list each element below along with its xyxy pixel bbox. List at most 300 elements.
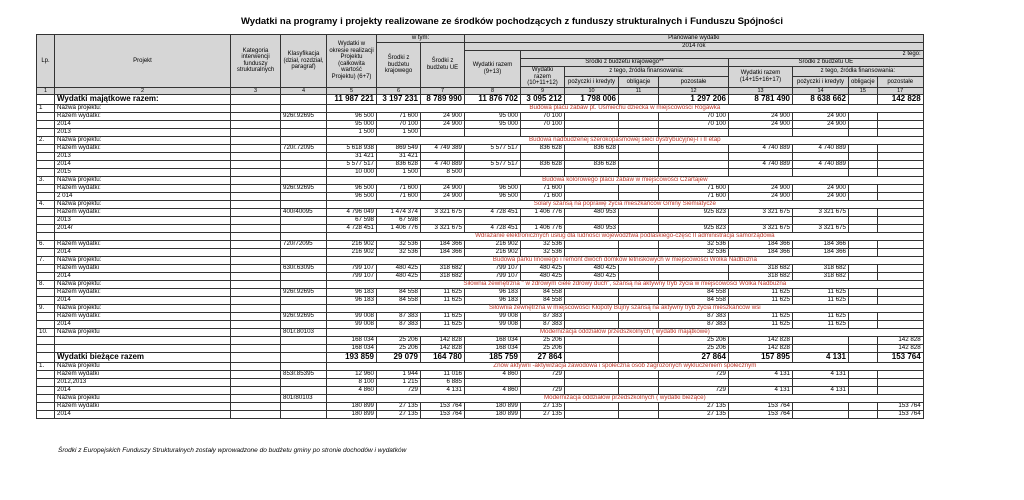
table-cell: 3 321 675: [793, 224, 849, 232]
table-cell: 96 500: [465, 184, 521, 192]
header-pozostale: pozostałe: [659, 77, 729, 87]
table-cell: 184 366: [729, 248, 793, 256]
table-cell: 71 600: [377, 192, 421, 200]
table-row: [37, 378, 924, 386]
table-cell: [659, 264, 729, 272]
table-cell: [849, 184, 878, 192]
table-cell: 11 625: [793, 296, 849, 304]
row-lp: [37, 386, 55, 394]
table-cell: [565, 240, 619, 248]
table-row: [37, 184, 924, 192]
table-cell: [231, 410, 281, 418]
table-row: [37, 160, 924, 168]
table-cell: 3 321 675: [793, 208, 849, 216]
table-cell: 11 016: [421, 370, 465, 378]
table-cell: 4 728 451: [465, 208, 521, 216]
table-cell: 925 823: [659, 224, 729, 232]
table-cell: 27 135: [521, 402, 565, 410]
project-description: Budowa placu zabaw pt. Uśmiechu dziecka w miejscowości Rogawka: [327, 104, 924, 112]
row-label: Razem wydatki:: [55, 312, 231, 320]
table-cell: [421, 128, 465, 136]
table-cell: 1 944: [377, 370, 421, 378]
table-cell: 84 558: [521, 288, 565, 296]
project-name-row: [37, 304, 924, 312]
table-cell: [565, 296, 619, 304]
table-cell: [281, 402, 327, 410]
table-cell: 95 000: [465, 120, 521, 128]
table-cell: [849, 112, 878, 120]
project-name-row: [37, 280, 924, 288]
column-number: 8: [465, 87, 521, 94]
table-cell: [565, 112, 619, 120]
table-cell: 180 899: [465, 410, 521, 418]
table-cell: [231, 288, 281, 296]
table-cell: 32 536: [521, 240, 565, 248]
project-name-row: [37, 176, 924, 184]
row-label: 2014: [55, 320, 231, 328]
row-lp: 8.: [37, 280, 55, 288]
table-cell: 71 600: [377, 112, 421, 120]
header-klasyfikacja: Klasyfikacja (dział, rozdział, paragraf): [281, 35, 327, 88]
row-label: 2013: [55, 152, 231, 160]
table-cell: [849, 224, 878, 232]
table-cell: 11 625: [729, 288, 793, 296]
table-cell: 1 500: [377, 168, 421, 176]
table-cell: [849, 386, 878, 394]
table-cell: [793, 402, 849, 410]
table-cell: 926r.92695: [281, 312, 327, 320]
table-cell: 480 425: [565, 272, 619, 280]
table-cell: 216 902: [465, 248, 521, 256]
table-row: [37, 312, 924, 320]
table-cell: [565, 410, 619, 418]
table-cell: [521, 168, 565, 176]
row-lp: [37, 144, 55, 152]
row-label: Nazwa projektu:: [55, 104, 231, 112]
table-cell: [659, 152, 729, 160]
table-cell: [659, 160, 729, 168]
table-cell: 71 600: [521, 192, 565, 200]
table-cell: 11 625: [793, 312, 849, 320]
table-cell: [281, 168, 327, 176]
table-cell: [231, 272, 281, 280]
row-label: Wydatki majątkowe razem:: [55, 94, 231, 104]
table-cell: 853r.85395: [281, 370, 327, 378]
table-row: [37, 402, 924, 410]
table-cell: [565, 192, 619, 200]
table-cell: [793, 128, 849, 136]
table-cell: 184 366: [421, 248, 465, 256]
project-description: Znów aktywni -aktywizacja zawodowa i społeczna osób zagrożonych wykluczeniem społecznym: [327, 362, 924, 370]
project-name-row: [37, 328, 924, 336]
table-cell: 11 625: [421, 288, 465, 296]
table-cell: 8 781 490: [729, 94, 793, 104]
table-cell: [565, 370, 619, 378]
empty-cell: [231, 176, 281, 184]
row-lp: 6.: [37, 240, 55, 248]
table-cell: [281, 128, 327, 136]
table-cell: 318 682: [729, 272, 793, 280]
table-cell: 153 764: [421, 402, 465, 410]
table-cell: [465, 216, 521, 224]
header-subue: Środki z budżetu UE: [729, 59, 924, 67]
row-lp: [37, 370, 55, 378]
table-cell: [793, 168, 849, 176]
table-cell: 168 034: [465, 344, 521, 352]
project-description: Wdrażanie elektronicznych usług dla ludności województwa podlaskiego-część II administracja samorządowa: [327, 232, 924, 240]
table-cell: [619, 402, 659, 410]
table-cell: 720r72095: [281, 240, 327, 248]
table-cell: [231, 378, 281, 386]
table-cell: 70 100: [521, 120, 565, 128]
table-cell: [281, 216, 327, 224]
row-lp: [37, 112, 55, 120]
table-cell: 3 095 212: [521, 94, 565, 104]
column-number: 3: [231, 87, 281, 94]
table-cell: [729, 378, 793, 386]
row-klasyfikacja: [281, 232, 327, 240]
table-row: [37, 112, 924, 120]
table-cell: [281, 410, 327, 418]
table-cell: 96 500: [327, 184, 377, 192]
row-lp: [37, 378, 55, 386]
table-cell: 95 000: [465, 112, 521, 120]
table-cell: [849, 94, 878, 104]
row-lp: [37, 410, 55, 418]
table-cell: 96 500: [465, 192, 521, 200]
row-lp: [37, 344, 55, 352]
table-cell: [619, 216, 659, 224]
column-number: 7: [421, 87, 465, 94]
table-cell: 153 764: [877, 402, 923, 410]
header-w-tym: w tym:: [377, 35, 465, 43]
row-lp: [37, 184, 55, 192]
table-cell: 95 000: [327, 120, 377, 128]
table-cell: [565, 248, 619, 256]
table-cell: 87 383: [521, 320, 565, 328]
table-cell: 96 183: [327, 296, 377, 304]
table-cell: [877, 184, 923, 192]
table-cell: [659, 378, 729, 386]
table-cell: 67 598: [327, 216, 377, 224]
table-cell: 142 828: [877, 94, 923, 104]
table-cell: 318 682: [421, 264, 465, 272]
table-cell: 87 383: [659, 320, 729, 328]
table-cell: [231, 264, 281, 272]
table-cell: 27 864: [521, 352, 565, 362]
table-cell: [281, 386, 327, 394]
table-cell: 8 500: [421, 168, 465, 176]
row-label: [55, 336, 231, 344]
table-cell: 3 321 675: [421, 208, 465, 216]
table-cell: 24 900: [793, 184, 849, 192]
table-cell: 71 600: [659, 192, 729, 200]
row-lp: [37, 232, 55, 240]
table-cell: 24 900: [729, 184, 793, 192]
row-lp: [37, 168, 55, 176]
table-cell: [231, 128, 281, 136]
table-row: [37, 120, 924, 128]
table-cell: [729, 128, 793, 136]
table-cell: 84 558: [377, 288, 421, 296]
table-cell: 11 625: [421, 312, 465, 320]
row-lp: [37, 128, 55, 136]
table-cell: [619, 296, 659, 304]
table-cell: 926r.92695: [281, 112, 327, 120]
table-row: [37, 168, 924, 176]
project-name-row: [37, 362, 924, 370]
table-cell: 11 625: [729, 320, 793, 328]
table-cell: 153 764: [729, 402, 793, 410]
row-label: Razem wydatki:: [55, 240, 231, 248]
table-row: [37, 370, 924, 378]
table-cell: 11 625: [729, 312, 793, 320]
table-cell: 11 625: [421, 320, 465, 328]
table-cell: 11 625: [421, 296, 465, 304]
table-cell: 5 618 938: [327, 144, 377, 152]
row-label: Nazwa projektu:: [55, 304, 231, 312]
table-cell: [877, 168, 923, 176]
header-srodki-krajowe: Środki z budżetu krajowego: [377, 43, 421, 88]
table-cell: [877, 160, 923, 168]
table-row: [37, 288, 924, 296]
row-label: 2 014: [55, 192, 231, 200]
row-lp: [37, 264, 55, 272]
table-cell: [619, 112, 659, 120]
table-cell: [619, 370, 659, 378]
row-label: Nazwa projektu:: [55, 256, 231, 264]
table-cell: 4 131: [793, 386, 849, 394]
project-description: Budowa parku linowego i remont dwóch domków letniskowych w miejscowości Wólka Nadbużna: [327, 256, 924, 264]
project-description: Siłownia zewnętrzna w miejscowości Kłopoty Bujny szansą na aktywny tryb życia mieszkańców wsi: [327, 304, 924, 312]
table-cell: 24 900: [793, 120, 849, 128]
table-cell: [281, 272, 327, 280]
table-cell: 799 107: [465, 272, 521, 280]
header-lp: Lp.: [37, 35, 55, 88]
table-cell: 84 558: [659, 296, 729, 304]
table-cell: 184 366: [793, 248, 849, 256]
table-cell: 70 100: [659, 112, 729, 120]
project-description: Budowa nadbudżenej szerokopasmowej sieci dystrybucyjnej-I i II etap: [327, 136, 924, 144]
table-cell: [849, 410, 878, 418]
table-cell: [281, 248, 327, 256]
table-cell: [231, 168, 281, 176]
table-cell: [231, 312, 281, 320]
row-label: 2014: [55, 272, 231, 280]
row-lp: 1.: [37, 362, 55, 370]
row-label: Nazwa projektu: [55, 328, 231, 336]
row-label: 2013: [55, 216, 231, 224]
table-cell: [659, 144, 729, 152]
row-label: Razem wydatki: [55, 402, 231, 410]
table-cell: 70 100: [659, 120, 729, 128]
table-row: [37, 264, 924, 272]
table-cell: 99 008: [327, 320, 377, 328]
row-lp: [37, 312, 55, 320]
table-cell: [619, 120, 659, 128]
table-cell: [281, 224, 327, 232]
table-cell: 157 895: [729, 352, 793, 362]
table-cell: 168 034: [327, 336, 377, 344]
table-cell: 836 628: [377, 160, 421, 168]
table-cell: 630r.63095: [281, 264, 327, 272]
table-cell: 836 628: [521, 160, 565, 168]
table-cell: [619, 320, 659, 328]
table-cell: 25 206: [377, 344, 421, 352]
row-label: 2012,2013: [55, 378, 231, 386]
table-cell: [849, 248, 878, 256]
row-lp: 3.: [37, 176, 55, 184]
header-z-tego-zrodla-2: z tego, źródła finansowania:: [793, 67, 924, 77]
table-cell: 11 625: [729, 296, 793, 304]
table-cell: 153 764: [421, 410, 465, 418]
table-cell: 729: [521, 370, 565, 378]
table-cell: 729: [377, 386, 421, 394]
table-cell: 4 796 049: [327, 208, 377, 216]
table-cell: 27 864: [659, 352, 729, 362]
row-klasyfikacja: [281, 200, 327, 208]
table-cell: [281, 344, 327, 352]
table-cell: 24 900: [421, 112, 465, 120]
table-cell: 24 900: [729, 120, 793, 128]
table-cell: [565, 152, 619, 160]
table-cell: 216 902: [327, 248, 377, 256]
table-cell: 180 899: [327, 410, 377, 418]
table-cell: 153 764: [877, 352, 923, 362]
table-cell: [231, 320, 281, 328]
table-cell: 4 131: [793, 370, 849, 378]
table-cell: [465, 168, 521, 176]
row-label: Nazwa projektu:: [55, 200, 231, 208]
row-label: Razem wydatki:: [55, 288, 231, 296]
table-cell: 720r.72095: [281, 144, 327, 152]
footnote: Środki z Europejskich Funduszy Strukturalnych zostały wprowadzone do budżetu gminy po stronie dochodów i wydatków: [58, 447, 407, 454]
table-cell: 1 406 776: [377, 224, 421, 232]
empty-cell: [231, 394, 281, 402]
project-name-row: [37, 232, 924, 240]
empty-cell: [231, 200, 281, 208]
table-cell: [793, 216, 849, 224]
table-cell: [619, 264, 659, 272]
empty-cell: [231, 104, 281, 112]
table-cell: 27 135: [377, 402, 421, 410]
row-lp: 2.: [37, 136, 55, 144]
table-cell: [793, 410, 849, 418]
table-cell: 318 682: [793, 272, 849, 280]
table-cell: [231, 336, 281, 344]
table-cell: 1 297 206: [659, 94, 729, 104]
project-description: Modernizacja oddziałów przedszkolnych ( wydatki majątkowe): [327, 328, 924, 336]
table-cell: [231, 402, 281, 410]
table-cell: [849, 370, 878, 378]
table-cell: 318 682: [793, 264, 849, 272]
table-cell: 71 600: [377, 184, 421, 192]
table-cell: 27 135: [659, 410, 729, 418]
table-cell: [849, 216, 878, 224]
row-label: Nazwa projektu:: [55, 280, 231, 288]
column-number: 11: [619, 87, 659, 94]
header-planowane: Planowane wydatki: [465, 35, 924, 43]
table-cell: [281, 120, 327, 128]
table-cell: [849, 402, 878, 410]
project-name-row: [37, 256, 924, 264]
table-cell: 31 421: [327, 152, 377, 160]
column-number: 14: [793, 87, 849, 94]
row-lp: [37, 94, 55, 104]
table-cell: [659, 128, 729, 136]
table-cell: 4 131: [793, 352, 849, 362]
table-cell: [231, 192, 281, 200]
table-cell: 67 598: [377, 216, 421, 224]
table-cell: 96 183: [465, 296, 521, 304]
column-number: 17: [877, 87, 923, 94]
row-lp: [37, 224, 55, 232]
header-pozyczki: pożyczki i kredyty: [565, 77, 619, 87]
table-cell: 24 900: [793, 192, 849, 200]
table-cell: 5 577 517: [327, 160, 377, 168]
table-cell: [231, 216, 281, 224]
table-row: [37, 144, 924, 152]
table-cell: [849, 192, 878, 200]
table-cell: 164 780: [421, 352, 465, 362]
table-cell: 142 828: [877, 336, 923, 344]
table-cell: 24 900: [729, 192, 793, 200]
row-lp: [37, 192, 55, 200]
row-label: 2015: [55, 168, 231, 176]
table-row: [37, 410, 924, 418]
table-cell: 87 383: [377, 312, 421, 320]
table-cell: 799 107: [327, 272, 377, 280]
table-cell: [231, 112, 281, 120]
row-lp: 4.: [37, 200, 55, 208]
header-rok: 2014 rok: [465, 43, 924, 51]
table-cell: [849, 344, 878, 352]
table-cell: 25 206: [659, 336, 729, 344]
table-cell: 4 749 389: [421, 144, 465, 152]
row-lp: [37, 336, 55, 344]
table-cell: [849, 120, 878, 128]
table-cell: [877, 296, 923, 304]
table-cell: 32 536: [521, 248, 565, 256]
table-cell: [659, 168, 729, 176]
column-number: 5: [327, 87, 377, 94]
column-number: 1: [37, 87, 55, 94]
table-cell: 32 536: [659, 240, 729, 248]
table-row: [37, 248, 924, 256]
row-label: [55, 344, 231, 352]
row-label: 2014: [55, 386, 231, 394]
table-cell: 142 828: [877, 344, 923, 352]
table-cell: 24 900: [421, 192, 465, 200]
table-cell: [619, 312, 659, 320]
table-cell: [619, 272, 659, 280]
table-cell: [619, 192, 659, 200]
table-cell: 142 828: [729, 344, 793, 352]
table-cell: [231, 344, 281, 352]
table-cell: [281, 160, 327, 168]
table-cell: [619, 344, 659, 352]
table-cell: [281, 352, 327, 362]
column-number: 12: [659, 87, 729, 94]
table-cell: 318 682: [421, 272, 465, 280]
table-cell: [281, 336, 327, 344]
table-cell: [281, 320, 327, 328]
table-cell: 11 876 702: [465, 94, 521, 104]
table-cell: [565, 344, 619, 352]
table-cell: [877, 312, 923, 320]
table-cell: [421, 216, 465, 224]
table-cell: [849, 296, 878, 304]
